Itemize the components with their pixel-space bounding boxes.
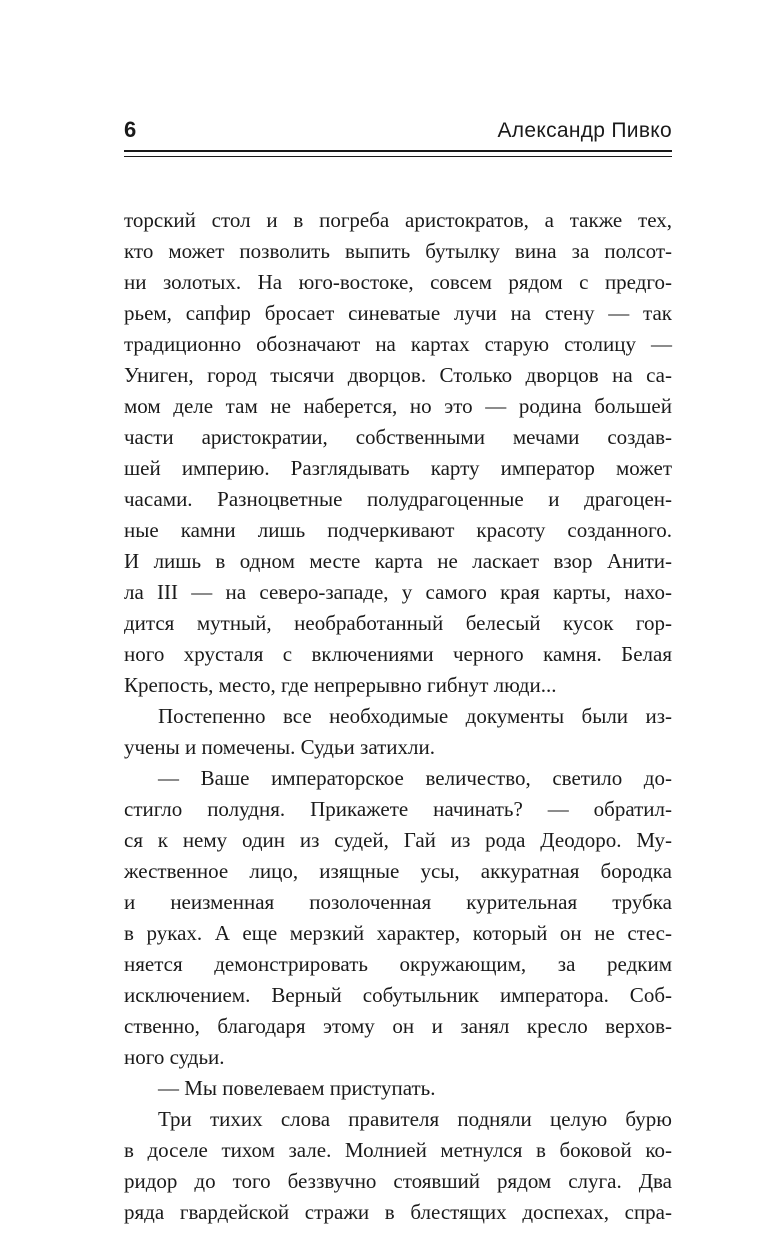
text-line: И лишь в одном месте карта не ласкает взор Анити- bbox=[124, 549, 672, 573]
text-line: — Ваше императорское величество, светило до- bbox=[158, 766, 672, 790]
text-line: Крепость, место, где непрерывно гибнут люди... bbox=[124, 673, 557, 697]
text-line: торский стол и в погреба аристократов, а также тех, bbox=[124, 208, 672, 232]
text-line: ного судьи. bbox=[124, 1045, 225, 1069]
text-line: кто может позволить выпить бутылку вина за полсот- bbox=[124, 239, 672, 263]
text-line: ни золотых. На юго-востоке, совсем рядом с предго- bbox=[124, 270, 672, 294]
text-line: Три тихих слова правителя подняли целую бурю bbox=[158, 1107, 672, 1131]
text-line: в доселе тихом зале. Молнией метнулся в боковой ко- bbox=[124, 1138, 672, 1162]
text-line: ридор до того беззвучно стоявший рядом слуга. Два bbox=[124, 1169, 672, 1193]
running-title: Александр Пивко bbox=[497, 119, 672, 142]
header-rule-thick bbox=[124, 150, 672, 152]
text-line: ственно, благодаря этому он и занял кресло верхов- bbox=[124, 1014, 672, 1038]
text-line: часами. Разноцветные полудрагоценные и драгоцен- bbox=[124, 487, 672, 511]
text-line: исключением. Верный собутыльник императора. Соб- bbox=[124, 983, 672, 1007]
text-line: дится мутный, необработанный белесый кусок гор- bbox=[124, 611, 672, 635]
text-line: в руках. А еще мерзкий характер, который он не стес- bbox=[124, 921, 672, 945]
text-line: рьем, сапфир бросает синеватые лучи на стену — так bbox=[124, 301, 672, 325]
text-line: шей империю. Разглядывать карту император может bbox=[124, 456, 672, 480]
text-line: Постепенно все необходимые документы были из- bbox=[158, 704, 672, 728]
text-line: няется демонстрировать окружающим, за редким bbox=[124, 952, 672, 976]
text-line: — Мы повелеваем приступать. bbox=[158, 1076, 436, 1100]
text-line: и неизменная позолоченная курительная трубка bbox=[124, 890, 672, 914]
text-line: ного хрусталя с включениями черного камня. Белая bbox=[124, 642, 672, 666]
text-line: мом деле там не наберется, но это — родина большей bbox=[124, 394, 672, 418]
text-line: жественное лицо, изящные усы, аккуратная бородка bbox=[124, 859, 672, 883]
text-line: учены и помечены. Судьи затихли. bbox=[124, 735, 435, 759]
page-number: 6 bbox=[124, 117, 137, 142]
text-line: ла III — на северо-западе, у самого края карты, нахо- bbox=[124, 580, 672, 604]
text-line: ные камни лишь подчеркивают красоту созданного. bbox=[124, 518, 672, 542]
text-line: Униген, город тысячи дворцов. Столько дворцов на са- bbox=[124, 363, 672, 387]
text-line: ся к нему один из судей, Гай из рода Деодоро. Му- bbox=[124, 828, 672, 852]
text-line: стигло полудня. Прикажете начинать? — обратил- bbox=[124, 797, 672, 821]
header-rule-thin bbox=[124, 156, 672, 157]
page-header bbox=[124, 117, 672, 147]
text-line: традиционно обозначают на картах старую столицу — bbox=[124, 332, 672, 356]
text-line: части аристократии, собственными мечами создав- bbox=[124, 425, 672, 449]
text-line: ряда гвардейской стражи в блестящих доспехах, спра- bbox=[124, 1200, 672, 1224]
body-text bbox=[124, 205, 672, 1228]
